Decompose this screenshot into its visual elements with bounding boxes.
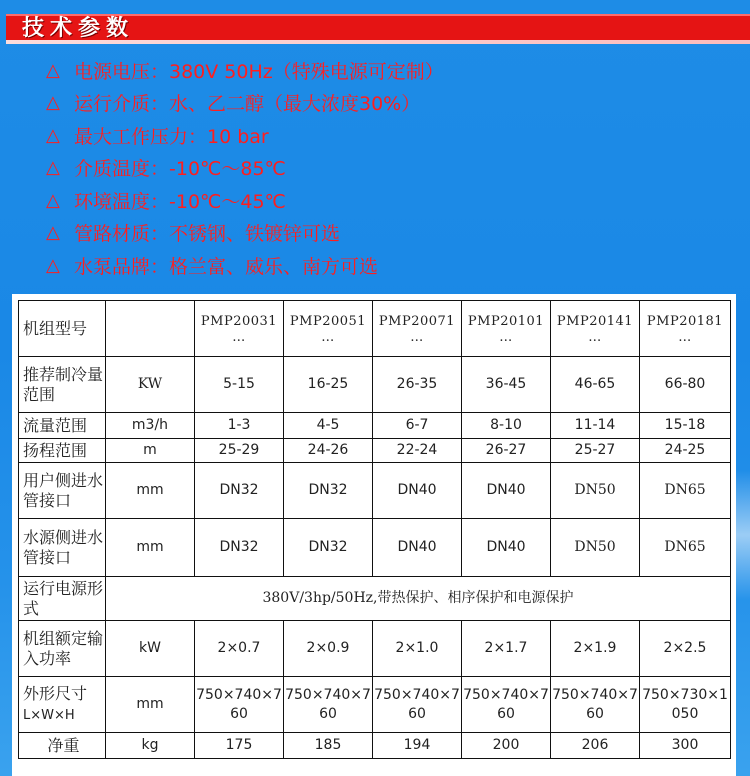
unit-cell: kW bbox=[106, 621, 195, 677]
model-ellipsis: … bbox=[588, 329, 602, 345]
value-cell: DN40 bbox=[373, 519, 462, 577]
value-cell: 2×0.7 bbox=[195, 621, 284, 677]
spec-text: 环境温度：-10℃～45℃ bbox=[74, 190, 286, 213]
spec-text: 水泵品牌：格兰富、威乐、南方可选 bbox=[74, 255, 379, 278]
table-row-rated-power bbox=[19, 621, 731, 677]
unit-cell: kg bbox=[106, 733, 195, 759]
spec-item bbox=[46, 54, 706, 87]
table-row-weight bbox=[19, 733, 731, 759]
value-cell: 46-65 bbox=[551, 357, 640, 413]
model-ellipsis: … bbox=[499, 329, 513, 345]
value-cell: 750×730×1050 bbox=[640, 677, 731, 733]
value-cell: 206 bbox=[551, 733, 640, 759]
model-cell bbox=[195, 301, 284, 357]
section-title: 技术参数 bbox=[22, 16, 135, 41]
side-sparkle-decoration bbox=[736, 470, 750, 600]
row-label bbox=[19, 677, 106, 733]
spec-text: 介质温度：-10℃～85℃ bbox=[74, 158, 286, 181]
value-cell: 15-18 bbox=[640, 413, 731, 439]
table-row-model bbox=[19, 301, 731, 357]
value-cell: 2×1.9 bbox=[551, 621, 640, 677]
model-name: PMP20071 bbox=[378, 314, 456, 330]
value-cell: 8-10 bbox=[462, 413, 551, 439]
value-cell: DN40 bbox=[462, 463, 551, 519]
value-cell: DN65 bbox=[640, 463, 731, 519]
row-label: 扬程范围 bbox=[19, 439, 106, 463]
value-cell: 2×1.0 bbox=[373, 621, 462, 677]
value-cell: 2×2.5 bbox=[640, 621, 731, 677]
unit-cell: mm bbox=[106, 677, 195, 733]
model-ellipsis: … bbox=[232, 329, 246, 345]
spec-text: 管路材质：不锈钢、铁镀锌可选 bbox=[74, 223, 341, 246]
table-row-dimensions bbox=[19, 677, 731, 733]
model-name: PMP20101 bbox=[467, 314, 545, 330]
value-cell: 25-29 bbox=[195, 439, 284, 463]
value-cell: 24-25 bbox=[640, 439, 731, 463]
value-cell: 185 bbox=[284, 733, 373, 759]
value-cell: 750×740×760 bbox=[284, 677, 373, 733]
spec-item bbox=[46, 184, 706, 217]
model-cell bbox=[373, 301, 462, 357]
value-cell: 1-3 bbox=[195, 413, 284, 439]
value-cell: 750×740×760 bbox=[195, 677, 284, 733]
table-row-flow bbox=[19, 413, 731, 439]
row-label: 机组型号 bbox=[19, 301, 106, 357]
dimension-sub-label: L×W×H bbox=[23, 708, 75, 724]
unit-cell: m3/h bbox=[106, 413, 195, 439]
triangle-icon: △ bbox=[46, 157, 60, 179]
value-cell: 750×740×760 bbox=[462, 677, 551, 733]
value-cell: DN40 bbox=[462, 519, 551, 577]
power-form-value: 380V/3hp/50Hz,带热保护、相序保护和电源保护 bbox=[106, 577, 731, 621]
unit-cell: KW bbox=[106, 357, 195, 413]
table-row-head bbox=[19, 439, 731, 463]
model-cell bbox=[284, 301, 373, 357]
row-label: 推荐制冷量范围 bbox=[19, 357, 106, 413]
dimension-label: 外形尺寸 bbox=[23, 684, 88, 704]
spec-text: 电源电压：380V 50Hz（特殊电源可定制） bbox=[74, 60, 444, 83]
table-row-cooling bbox=[19, 357, 731, 413]
value-cell: 6-7 bbox=[373, 413, 462, 439]
model-ellipsis: … bbox=[410, 329, 424, 345]
value-cell: 24-26 bbox=[284, 439, 373, 463]
spec-item bbox=[46, 217, 706, 250]
model-cell bbox=[640, 301, 731, 357]
table-row-source-side bbox=[19, 519, 731, 577]
model-ellipsis: … bbox=[678, 329, 692, 345]
model-name: PMP20031 bbox=[200, 314, 278, 330]
value-cell: DN40 bbox=[373, 463, 462, 519]
value-cell: 11-14 bbox=[551, 413, 640, 439]
table-row-user-side bbox=[19, 463, 731, 519]
value-cell: 36-45 bbox=[462, 357, 551, 413]
unit-cell: mm bbox=[106, 519, 195, 577]
model-name: PMP20141 bbox=[556, 314, 634, 330]
value-cell: DN65 bbox=[640, 519, 731, 577]
spec-list bbox=[46, 54, 706, 282]
value-cell: DN32 bbox=[195, 519, 284, 577]
value-cell: 300 bbox=[640, 733, 731, 759]
value-cell: 26-35 bbox=[373, 357, 462, 413]
row-label: 净重 bbox=[19, 733, 106, 759]
triangle-icon: △ bbox=[46, 59, 60, 81]
row-label: 机组额定输入功率 bbox=[19, 621, 106, 677]
unit-cell bbox=[106, 301, 195, 357]
spec-text: 最大工作压力：10 bar bbox=[74, 125, 269, 148]
value-cell: 5-15 bbox=[195, 357, 284, 413]
value-cell: 2×0.9 bbox=[284, 621, 373, 677]
value-cell: 4-5 bbox=[284, 413, 373, 439]
value-cell: 200 bbox=[462, 733, 551, 759]
triangle-icon: △ bbox=[46, 189, 60, 211]
row-label: 水源侧进水管接口 bbox=[19, 519, 106, 577]
value-cell: 66-80 bbox=[640, 357, 731, 413]
header-band bbox=[6, 14, 750, 44]
value-cell: 750×740×760 bbox=[551, 677, 640, 733]
triangle-icon: △ bbox=[46, 222, 60, 244]
model-cell bbox=[462, 301, 551, 357]
spec-table-panel bbox=[12, 294, 736, 776]
model-ellipsis: … bbox=[321, 329, 335, 345]
spec-table bbox=[18, 300, 731, 759]
value-cell: 194 bbox=[373, 733, 462, 759]
value-cell: 25-27 bbox=[551, 439, 640, 463]
row-label: 用户侧进水管接口 bbox=[19, 463, 106, 519]
spec-item bbox=[46, 119, 706, 152]
triangle-icon: △ bbox=[46, 124, 60, 146]
triangle-icon: △ bbox=[46, 254, 60, 276]
value-cell: DN32 bbox=[195, 463, 284, 519]
value-cell: 750×740×760 bbox=[373, 677, 462, 733]
table-row-power-form bbox=[19, 577, 731, 621]
value-cell: DN50 bbox=[551, 519, 640, 577]
spec-item bbox=[46, 249, 706, 282]
value-cell: 26-27 bbox=[462, 439, 551, 463]
unit-cell: m bbox=[106, 439, 195, 463]
value-cell: DN32 bbox=[284, 519, 373, 577]
spec-item bbox=[46, 152, 706, 185]
value-cell: 22-24 bbox=[373, 439, 462, 463]
value-cell: 175 bbox=[195, 733, 284, 759]
value-cell: 2×1.7 bbox=[462, 621, 551, 677]
model-cell bbox=[551, 301, 640, 357]
row-label: 运行电源形式 bbox=[19, 577, 106, 621]
row-label: 流量范围 bbox=[19, 413, 106, 439]
unit-cell: mm bbox=[106, 463, 195, 519]
spec-item bbox=[46, 87, 706, 120]
value-cell: 16-25 bbox=[284, 357, 373, 413]
model-name: PMP20181 bbox=[646, 314, 724, 330]
model-name: PMP20051 bbox=[289, 314, 367, 330]
triangle-icon: △ bbox=[46, 92, 60, 114]
value-cell: DN50 bbox=[551, 463, 640, 519]
spec-text: 运行介质：水、乙二醇（最大浓度30%） bbox=[74, 93, 421, 116]
value-cell: DN32 bbox=[284, 463, 373, 519]
